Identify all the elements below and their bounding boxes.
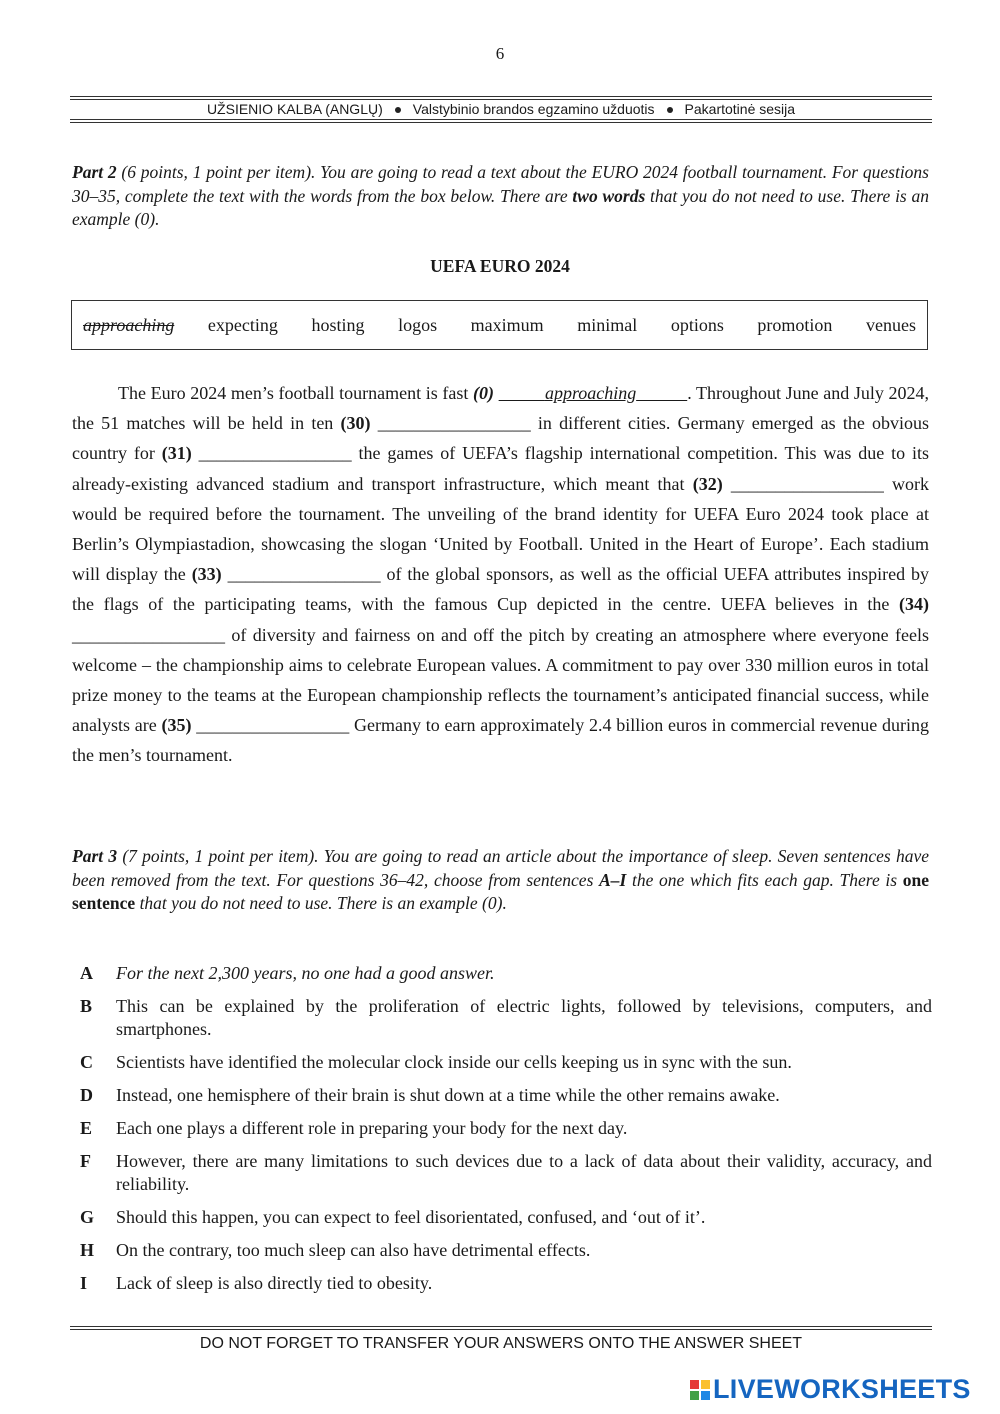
logo-square bbox=[701, 1391, 710, 1400]
gap-number-33: (33) bbox=[191, 564, 222, 585]
word-box bbox=[71, 300, 928, 350]
passage-text: of diversity and fairness on and off the pitch by creating an atmosphere where everyone feels welcome – the championship aims to celebrate European values. A commitment to pay over 330 million euros in total prize money to the teams at the European championship reflects the tournament’s anticipated financial success, while analysts are bbox=[72, 624, 929, 736]
passage-text: in different cities. Germany emerged as the obvious country for bbox=[72, 413, 930, 464]
option-letter: I bbox=[80, 1273, 88, 1293]
part3-instr-text-mid: the one which fits each gap. There is bbox=[626, 869, 903, 890]
gap-number-32: (32) bbox=[692, 473, 723, 494]
option-item bbox=[80, 1206, 932, 1229]
option-text: This can be explained by the proliferation of electric lights, followed by televisions, computers, and smartphones. bbox=[116, 996, 932, 1039]
word-box-example: approaching bbox=[83, 314, 175, 335]
header-rule-top-inner bbox=[70, 99, 932, 100]
option-letter: A bbox=[80, 963, 93, 983]
option-letter: F bbox=[80, 1151, 91, 1171]
header-rule-bottom bbox=[70, 122, 932, 123]
logo-square bbox=[701, 1380, 710, 1389]
passage-text: work would be required before the tournament. The unveiling of the brand identity for UEFA Euro 2024 took place at Berlin’s Olympiastadion, showcasing the slogan ‘United by Football. United in the Heart of Europe’. Each stadium will display the bbox=[72, 473, 930, 585]
page-number: 6 bbox=[495, 44, 505, 63]
passage-text: the games of UEFA’s flagship international competition. This was due to its already-existing advanced stadium and transport infrastructure, which meant that bbox=[72, 443, 929, 494]
page-header bbox=[70, 101, 932, 117]
gap-number-35: (35) bbox=[161, 715, 192, 736]
option-text: On the contrary, too much sleep can also have detrimental effects. bbox=[116, 1240, 591, 1260]
header-exam: Valstybinio brandos egzamino užduotis bbox=[412, 101, 655, 117]
part2-label: Part 2 bbox=[72, 162, 117, 182]
passage-text: The Euro 2024 men’s football tournament is fast bbox=[118, 383, 473, 403]
footer-reminder: DO NOT FORGET TO TRANSFER YOUR ANSWERS ONTO THE ANSWER SHEET bbox=[199, 1335, 803, 1352]
part2-instructions bbox=[72, 161, 929, 232]
part3-instr-range: A–I bbox=[599, 869, 627, 890]
example-word: approaching bbox=[544, 383, 637, 403]
option-text: Lack of sleep is also directly tied to obesity. bbox=[116, 1273, 433, 1293]
example-answer bbox=[499, 383, 688, 403]
option-item bbox=[80, 1272, 932, 1295]
gap-fill-passage bbox=[72, 378, 929, 771]
passage-text: . Throughout June and July 2024, the 51 matches will be held in ten bbox=[72, 383, 930, 434]
option-item bbox=[80, 962, 932, 985]
option-item bbox=[80, 1150, 932, 1196]
option-text: Should this happen, you can expect to feel disorientated, confused, and ‘out of it’. bbox=[116, 1207, 706, 1227]
header-rule-top bbox=[70, 96, 932, 97]
logo-square bbox=[690, 1391, 699, 1400]
option-letter: B bbox=[80, 996, 93, 1016]
option-item bbox=[80, 1239, 932, 1262]
part2-instr-emphasis: two words bbox=[572, 185, 646, 206]
word-box-item: maximum bbox=[470, 314, 544, 335]
text-title: UEFA EURO 2024 bbox=[430, 256, 570, 276]
logo-mark-icon bbox=[690, 1380, 710, 1400]
bullet-icon bbox=[667, 107, 673, 113]
passage-text: of the global sponsors, as well as the official UEFA attributes inspired by the flags of the participating teams, with the famous Cup depicted in the centre. UEFA believes in the bbox=[72, 564, 929, 615]
gap-31-blank[interactable]: _________________ bbox=[198, 443, 352, 464]
footer-rule-inner bbox=[70, 1329, 932, 1330]
word-box-item: minimal bbox=[577, 314, 638, 335]
logo-text: LIVEWORKSHEETS bbox=[713, 1374, 971, 1404]
part3-label: Part 3 bbox=[72, 846, 118, 866]
gap-number-0: (0) bbox=[472, 383, 494, 403]
option-letter: C bbox=[80, 1052, 93, 1072]
option-item bbox=[80, 1117, 932, 1140]
option-letter: E bbox=[80, 1118, 93, 1138]
header-session: Pakartotinė sesija bbox=[684, 101, 796, 117]
bullet-icon bbox=[395, 107, 401, 113]
example-pad bbox=[499, 383, 545, 403]
part3-instr-text: (7 points, 1 point per item). You are going to read an article about the importance of sleep. Seven sentences have been removed from the text. For questions 36–42, choose from sentences bbox=[72, 846, 929, 890]
footer-rule-top bbox=[70, 1326, 932, 1327]
option-letter: H bbox=[80, 1240, 95, 1260]
part3-instructions bbox=[72, 845, 929, 916]
sentence-options bbox=[80, 962, 932, 1305]
part3-instr-text-end: that you do not need to use. There is an example (0). bbox=[135, 893, 507, 913]
gap-30-blank[interactable]: _________________ bbox=[377, 413, 531, 434]
passage-text: Germany to earn approximately 2.4 billion euros in commercial revenue during the men’s tournament. bbox=[72, 715, 929, 766]
option-letter: G bbox=[80, 1207, 95, 1227]
gap-34-blank[interactable]: _________________ bbox=[72, 624, 225, 645]
option-text: Scientists have identified the molecular clock inside our cells keeping us in sync with the sun. bbox=[116, 1052, 792, 1072]
gap-number-30: (30) bbox=[340, 413, 371, 434]
gap-number-31: (31) bbox=[161, 443, 192, 464]
option-text: For the next 2,300 years, no one had a good answer. bbox=[116, 963, 495, 983]
option-text: However, there are many limitations to such devices due to a lack of data about their validity, accuracy, and reliability. bbox=[116, 1151, 932, 1194]
header-rule-bottom-inner bbox=[70, 119, 932, 120]
logo-square bbox=[690, 1380, 699, 1389]
header-subject: UŽSIENIO KALBA (ANGLŲ) bbox=[206, 101, 383, 117]
gap-35-blank[interactable]: _________________ bbox=[196, 715, 350, 736]
word-box-item: venues bbox=[865, 314, 916, 335]
option-item bbox=[80, 995, 932, 1041]
option-letter: D bbox=[80, 1085, 93, 1105]
word-box-item: options bbox=[670, 314, 724, 335]
liveworksheets-logo[interactable] bbox=[690, 1374, 971, 1405]
word-box-item: expecting bbox=[207, 314, 278, 335]
option-text: Instead, one hemisphere of their brain is shut down at a time while the other remains awake. bbox=[116, 1085, 780, 1105]
part2-instr-text-end: that you do not need to use. There is an example (0). bbox=[72, 185, 930, 229]
option-text: Each one plays a different role in preparing your body for the next day. bbox=[116, 1118, 628, 1138]
word-box-item: hosting bbox=[311, 314, 365, 335]
word-box-item: promotion bbox=[757, 314, 833, 335]
option-item bbox=[80, 1084, 932, 1107]
gap-number-34: (34) bbox=[899, 594, 929, 615]
word-box-item: logos bbox=[398, 314, 438, 335]
option-item bbox=[80, 1051, 932, 1074]
gap-33-blank[interactable]: _________________ bbox=[227, 564, 381, 585]
gap-32-blank[interactable]: _________________ bbox=[730, 473, 884, 494]
example-pad bbox=[636, 383, 687, 403]
part3-instr-emphasis: one sentence bbox=[72, 869, 929, 913]
part2-instr-text: (6 points, 1 point per item). You are going to read a text about the EURO 2024 football tournament. For questions 30–35, complete the text with the words from the box below. There are bbox=[72, 162, 929, 206]
